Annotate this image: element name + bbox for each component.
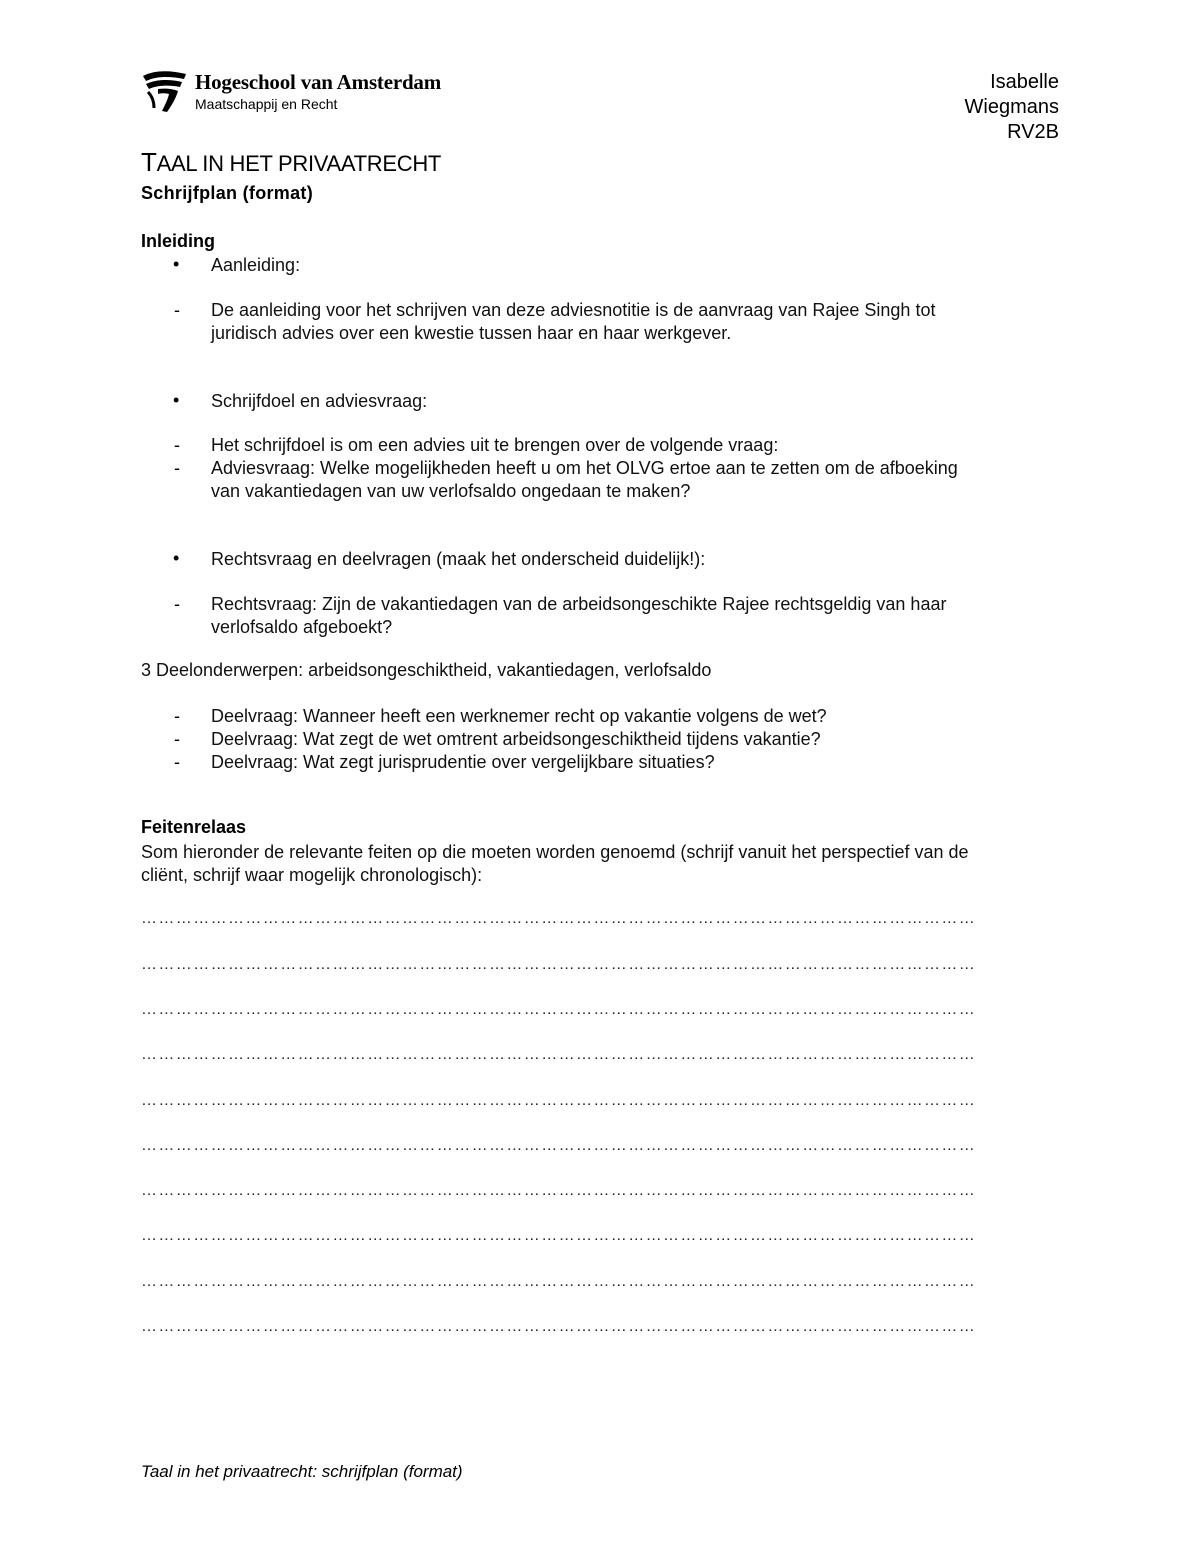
- adviesvraag-line-2: van vakantiedagen van uw verlofsaldo ongedaan te maken?: [211, 481, 691, 501]
- hva-logo-emblem-icon: [140, 68, 190, 116]
- dotted-fill-line: ………………………………………………………………………………………………………………………………: [141, 1137, 977, 1154]
- rechtsvraag-line-2: verlofsaldo afgeboekt?: [211, 617, 393, 637]
- dotted-fill-line: ………………………………………………………………………………………………………………………………: [141, 1273, 977, 1290]
- feitenrelaas-instruction-line-2: cliënt, schrijf waar mogelijk chronologisch):: [141, 865, 483, 885]
- author-block: [965, 70, 1059, 145]
- dotted-fill-line: ………………………………………………………………………………………………………………………………: [141, 910, 977, 927]
- dotted-fill-line: ………………………………………………………………………………………………………………………………: [141, 1001, 977, 1018]
- logo-name: Hogeschool van Amsterdam: [195, 70, 442, 94]
- aanleiding-text-line-2: juridisch advies over een kwestie tussen haar en haar werkgever.: [211, 323, 732, 343]
- dash-icon: -: [174, 594, 180, 614]
- dotted-fill-line: ………………………………………………………………………………………………………………………………: [141, 1092, 977, 1109]
- schrijfdoel-text: Het schrijfdoel is om een advies uit te brengen over de volgende vraag:: [211, 435, 779, 455]
- title-initial: T: [141, 147, 157, 177]
- aanleiding-text-line-1: De aanleiding voor het schrijven van deze adviesnotitie is de aanvraag van Rajee Singh tot: [211, 300, 936, 320]
- aanleiding-label: Aanleiding:: [211, 255, 301, 275]
- deelvraag-3: Deelvraag: Wat zegt jurisprudentie over vergelijkbare situaties?: [211, 752, 715, 772]
- page-title: [141, 147, 441, 178]
- dash-icon: -: [174, 435, 180, 455]
- dotted-fill-line: ………………………………………………………………………………………………………………………………: [141, 1318, 977, 1335]
- bullet-icon: •: [173, 254, 180, 274]
- feitenrelaas-instruction-line-1: Som hieronder de relevante feiten op die moeten worden genoemd (schrijf vanuit het perspectief van de: [141, 842, 969, 862]
- dash-icon: -: [174, 300, 180, 320]
- deelvraag-1: Deelvraag: Wanneer heeft een werknemer recht op vakantie volgens de wet?: [211, 706, 827, 726]
- title-rest: AAL IN HET PRIVAATRECHT: [156, 151, 442, 176]
- deelonderwerpen-text: 3 Deelonderwerpen: arbeidsongeschiktheid, vakantiedagen, verlofsaldo: [141, 660, 712, 680]
- page-footer: Taal in het privaatrecht: schrijfplan (format): [141, 1462, 463, 1481]
- author-first-name: Isabelle: [990, 71, 1059, 93]
- bullet-icon: •: [173, 390, 180, 410]
- dash-icon: -: [174, 729, 180, 749]
- dash-icon: -: [174, 458, 180, 478]
- rechtsvraag-line-1: Rechtsvraag: Zijn de vakantiedagen van de arbeidsongeschikte Rajee rechtsgeldig van haar: [211, 594, 947, 614]
- deelvraag-2: Deelvraag: Wat zegt de wet omtrent arbeidsongeschiktheid tijdens vakantie?: [211, 729, 821, 749]
- dotted-fill-line: ………………………………………………………………………………………………………………………………: [141, 956, 977, 973]
- dotted-fill-line: ………………………………………………………………………………………………………………………………: [141, 1182, 977, 1199]
- section-heading-inleiding: Inleiding: [141, 231, 215, 251]
- dash-icon: -: [174, 752, 180, 772]
- author-class: RV2B: [1007, 121, 1059, 143]
- dotted-fill-line: ………………………………………………………………………………………………………………………………: [141, 1227, 977, 1244]
- logo-subtitle: Maatschappij en Recht: [195, 96, 338, 112]
- bullet-icon: •: [173, 548, 180, 568]
- adviesvraag-line-1: Adviesvraag: Welke mogelijkheden heeft u om het OLVG ertoe aan te zetten om de afboeking: [211, 458, 958, 478]
- rechtsvraag-label: Rechtsvraag en deelvragen (maak het onderscheid duidelijk!):: [211, 549, 706, 569]
- page-subtitle: Schrijfplan (format): [141, 183, 314, 203]
- hva-logo: [140, 68, 480, 118]
- dash-icon: -: [174, 706, 180, 726]
- dotted-fill-line: ………………………………………………………………………………………………………………………………: [141, 1046, 977, 1063]
- author-last-name: Wiegmans: [964, 96, 1059, 118]
- section-heading-feitenrelaas: Feitenrelaas: [141, 817, 247, 837]
- schrijfdoel-label: Schrijfdoel en adviesvraag:: [211, 391, 428, 411]
